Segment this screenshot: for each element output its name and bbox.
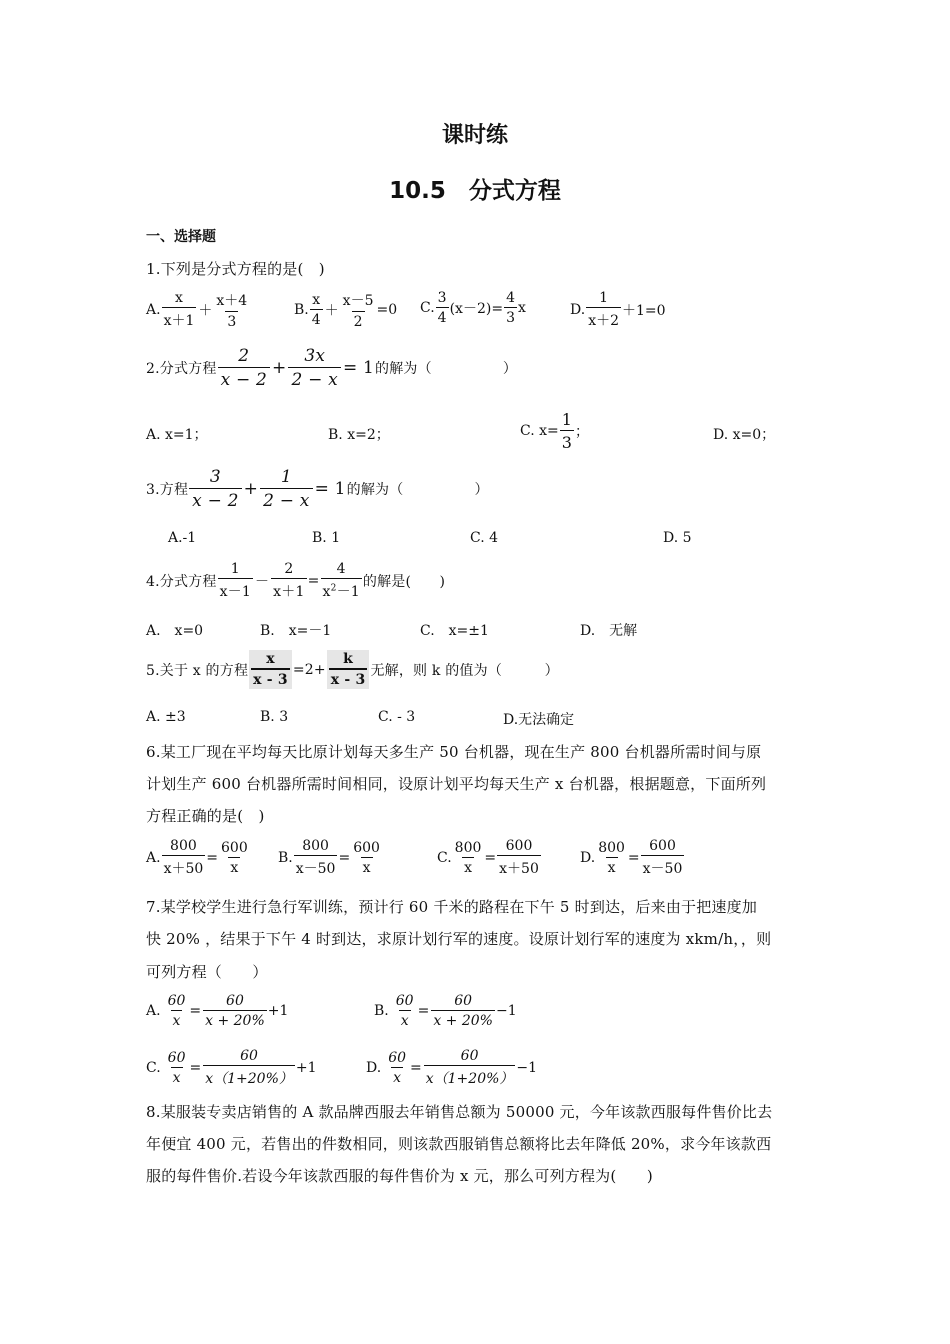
question-4-stem: 4.分式方程 $\frac{1}{x-1}$ － $\frac{2}{x+1}$ = $\frac{4}{x^2-1}$ 的解是( )	[146, 561, 446, 600]
question-4-option-b: B. x=－1	[260, 623, 332, 639]
question-4-option-c: C. x=±1	[420, 623, 489, 639]
question-1-stem: 1.下列是分式方程的是( )	[146, 260, 325, 278]
question-7-line-1: 7.某学校学生进行急行军训练，预计行 60 千米的路程在下午 5 时到达，后来由于把速度加	[146, 898, 758, 916]
question-7-line-3: 可列方程（ ）	[146, 963, 268, 981]
page-subtitle: 10.5 分式方程	[389, 178, 561, 204]
question-7-option-b: B. $\frac{60}{x}$ = $\frac{60}{x + 20\%}$ −1	[374, 993, 517, 1029]
question-5-option-c: C. - 3	[378, 709, 416, 725]
question-1-option-b: B. $\frac{x}{4}$ ＋ $\frac{x-5}{2}$ =0	[294, 292, 398, 330]
question-2-option-a: A. x=1；	[146, 427, 208, 443]
fraction: $\frac{4}{x^2-1}$	[322, 561, 360, 600]
page-title: 课时练	[441, 123, 508, 148]
question-6-option-c: C. $\frac{800}{x}$ = $\frac{600}{x+50}$	[437, 838, 539, 877]
question-1-option-d: D. $\frac{1}{x+2}$ ＋1=0	[570, 290, 666, 329]
question-3-option-b: B. 1	[312, 530, 341, 546]
question-6-line-3: 方程正确的是( )	[146, 807, 265, 825]
question-4-option-a: A. x=0	[146, 623, 204, 639]
fraction-image: $\frac{x}{x - 3}$	[249, 650, 292, 689]
question-7-line-2: 快 20% ，结果于下午 4 时到达，求原计划行军的速度。设原计划行军的速度为 xkm/h，，则	[146, 930, 772, 948]
question-8-line-3: 服的每件售价.若设今年该款西服的每件售价为 x 元，那么可列方程为( )	[146, 1167, 653, 1185]
fraction: $\frac{2}{x - 2}$	[218, 346, 270, 390]
fraction: $\frac{3x}{2 - x}$	[288, 346, 340, 390]
fraction: $\frac{1}{x+2}$	[588, 290, 619, 329]
fraction: $\frac{x+4}{3}$	[216, 293, 248, 330]
question-3-option-d: D. 5	[663, 530, 692, 546]
fraction-image: $\frac{k}{x - 3}$	[327, 650, 370, 689]
question-7-option-a: A. $\frac{60}{x}$ = $\frac{60}{x + 20\%}$ +1	[146, 993, 289, 1029]
fraction: $\frac{x-5}{2}$	[342, 293, 374, 330]
fraction: $\frac{1}{3}$	[561, 410, 572, 452]
question-1-option-a: A. $\frac{x}{x+1}$ ＋ $\frac{x+4}{3}$	[146, 290, 248, 330]
fraction: $\frac{3}{4}$	[437, 290, 447, 326]
question-4-option-d: D. 无解	[580, 623, 638, 639]
question-2-stem: 2.分式方程 $\frac{2}{x - 2}$ + $\frac{3x}{2 - x}$ = 1 的解为（ ）	[146, 346, 518, 390]
question-2-option-c: C. x= $\frac{1}{3}$ ；	[520, 410, 589, 452]
question-6-option-d: D. $\frac{800}{x}$ = $\frac{600}{x-50}$	[580, 838, 683, 877]
question-7-option-c: C. $\frac{60}{x}$ = $\frac{60}{x(1+20\%)}$ +1	[146, 1048, 317, 1087]
question-6-option-b: B. $\frac{800}{x-50}$ = $\frac{600}{x}$	[278, 838, 380, 877]
question-2-option-b: B. x=2；	[328, 427, 390, 443]
question-5-option-b: B. 3	[260, 709, 289, 725]
fraction: $\frac{x}{4}$	[311, 292, 321, 328]
question-2-option-d: D. x=0；	[713, 427, 776, 443]
question-3-option-a: A.-1	[168, 530, 197, 546]
fraction: $\frac{1}{2 - x}$	[260, 467, 312, 511]
question-6-line-1: 6.某工厂现在平均每天比原计划每天多生产 50 台机器，现在生产 800 台机器所需时间与原	[146, 743, 762, 761]
question-6-option-a: A. $\frac{800}{x+50}$ = $\frac{600}{x}$	[146, 838, 248, 877]
question-7-option-d: D. $\frac{60}{x}$ = $\frac{60}{x(1+20\%)}$ −1	[366, 1048, 538, 1087]
section-heading: 一、选择题	[146, 229, 216, 245]
fraction: $\frac{3}{x - 2}$	[189, 467, 241, 511]
question-1-option-c: C. $\frac{3}{4}$ (x－2)= $\frac{4}{3}$ x	[420, 290, 526, 326]
question-8-line-2: 年便宜 400 元，若售出的件数相同，则该款西服销售总额将比去年降低 20%，求今年该款西	[146, 1135, 772, 1153]
fraction: $\frac{4}{3}$	[506, 290, 515, 326]
question-6-line-2: 计划生产 600 台机器所需时间相同，设原计划平均每天生产 x 台机器，根据题意，下面所列	[146, 775, 767, 793]
fraction: $\frac{x}{x+1}$	[163, 290, 195, 329]
question-5-option-a: A. ±3	[146, 709, 186, 725]
question-8-line-1: 8.某服装专卖店销售的 A 款品牌西服去年销售总额为 50000 元，今年该款西服每件售价比去	[146, 1103, 773, 1121]
question-5-option-d: D.无法确定	[503, 712, 575, 728]
fraction: $\frac{2}{x+1}$	[273, 561, 305, 600]
fraction: $\frac{1}{x-1}$	[219, 561, 251, 600]
question-5-stem: 5.关于 x 的方程 $\frac{x}{x - 3}$ =2+ $\frac{k}{x - 3}$ 无解，则 k 的值为（ ）	[146, 651, 559, 688]
question-3-option-c: C. 4	[470, 530, 499, 546]
question-3-stem: 3.方程 $\frac{3}{x - 2}$ + $\frac{1}{2 - x}$ = 1 的解为（ ）	[146, 467, 489, 511]
